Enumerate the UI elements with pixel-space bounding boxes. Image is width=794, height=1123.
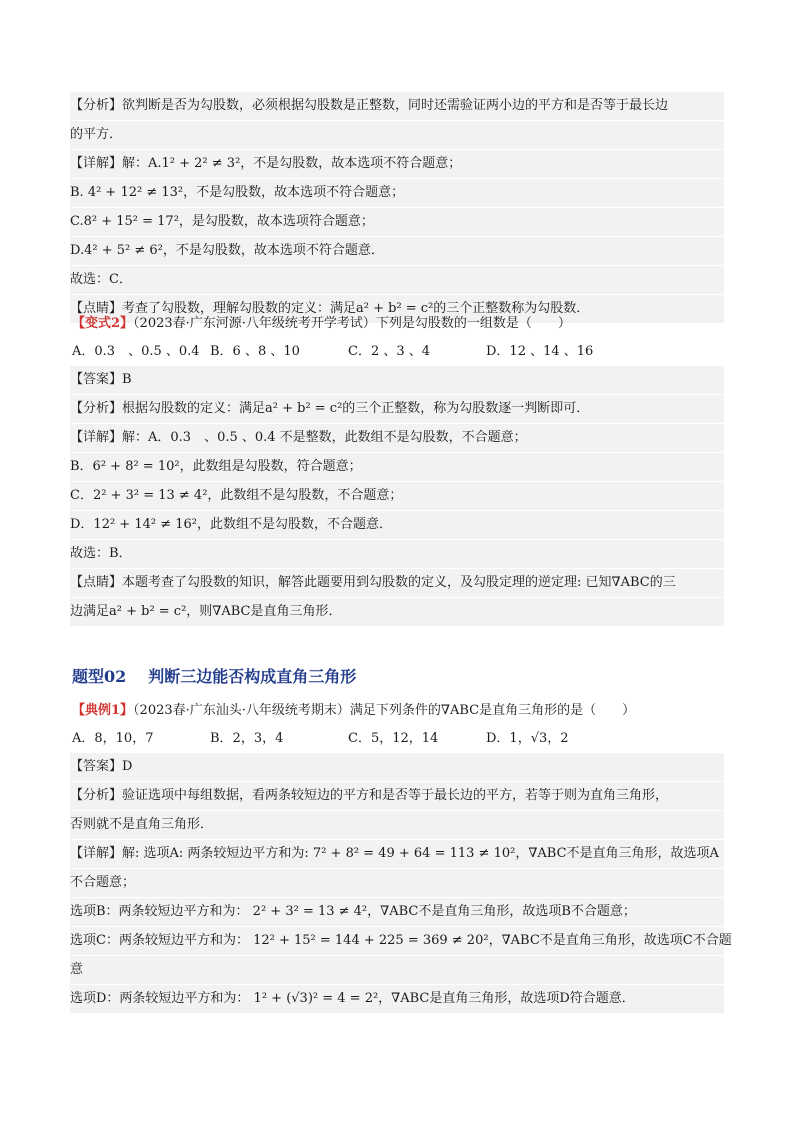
- analysis-line: 【分析】欲判断是否为勾股数，必须根据勾股数是正整数，同时还需验证两小边的平方和是否等于最长边: [70, 98, 669, 113]
- answer-block-2: [70, 366, 724, 626]
- example-tag: 【典例1】: [72, 703, 134, 718]
- option-d: D．1，√3，2: [486, 731, 569, 746]
- detail-line: 【详解】解：A．0.3 、0.5 、0.4 不是整数，此数组不是勾股数，不合题意；: [70, 423, 724, 452]
- detail-line: B. 4² + 12² ≠ 13²，不是勾股数，故本选项不符合题意；: [70, 178, 724, 207]
- choice-line: 故选：B．: [70, 539, 724, 568]
- analysis-line: 【分析】验证选项中每组数据，看两条较短边的平方和是否等于最长边的平方，若等于则为直角三角形，: [70, 781, 724, 810]
- answer-block-1: [70, 92, 724, 323]
- detail-line: C.8² + 15² = 17²，是勾股数，故本选项符合题意；: [70, 207, 724, 236]
- option-c: C．2 、3 、4: [348, 344, 431, 359]
- detail-line: 【详解】解: 选项A: 两条较短边平方和为: 7² + 8² = 49 + 64 = 113 ≠ 10²，∇ABC不是直角三角形，故选项A: [70, 839, 724, 868]
- comment-line: 边满足a² + b² = c²，则∇ABC是直角三角形．: [70, 597, 724, 626]
- detail-line: B．6² + 8² = 10²，此数组是勾股数，符合题意；: [70, 452, 724, 481]
- variant-question: [72, 310, 726, 338]
- option-b: B．6 、8 、10: [210, 344, 300, 359]
- analysis-line: 否则就不是直角三角形．: [70, 810, 724, 839]
- choice-line: 故选：C．: [70, 265, 724, 294]
- comment-line: 【点睛】本题考查了勾股数的知识，解答此题要用到勾股数的定义，及勾股定理的逆定理: 已知∇ABC的三: [70, 568, 724, 597]
- option-c: C．5，12，14: [348, 731, 439, 746]
- variant-options: [72, 338, 593, 366]
- option-d: D．12 、14 、16: [486, 344, 594, 359]
- analysis-line: 【分析】根据勾股数的定义：满足a² + b² = c²的三个正整数，称为勾股数逐一判断即可．: [70, 394, 724, 423]
- example-question-text: （2023春·广东汕头·八年级统考期末）满足下列条件的∇ABC是直角三角形的是（ ）: [133, 703, 636, 718]
- option-a: A．8，10，7: [72, 731, 154, 746]
- option-a: A．0.3 、0.5 、0.4: [72, 344, 200, 359]
- variant-tag: 【变式2】: [72, 316, 134, 331]
- answer-block-3: [70, 753, 732, 1013]
- answer-line: 【答案】D: [70, 759, 133, 774]
- variant-question-text: （2023春·广东河源·八年级统考开学考试）下列是勾股数的一组数是（ ）: [133, 316, 571, 331]
- section-title-text: 判断三边能否构成直角三角形: [148, 667, 357, 686]
- detail-line: 不合题意；: [70, 868, 724, 897]
- comment-line: 【点睛】考查了勾股数，理解勾股数的定义：满足a² + b² = c²的三个正整数称为勾股数．: [70, 294, 724, 323]
- example-options: [72, 725, 569, 753]
- detail-line: 【详解】解：A.1² + 2² ≠ 3²，不是勾股数，故本选项不符合题意；: [70, 149, 724, 178]
- answer-line: 【答案】B: [70, 372, 132, 387]
- detail-line: D.4² + 5² ≠ 6²，不是勾股数，故本选项不符合题意．: [70, 236, 724, 265]
- detail-line: 选项B：两条较短边平方和为： 2² + 3² = 13 ≠ 4²，∇ABC不是直角三角形，故选项B不合题意；: [70, 897, 724, 926]
- example-question: [72, 697, 726, 725]
- option-b: B．2，3，4: [210, 731, 284, 746]
- section-title: [72, 664, 356, 687]
- analysis-line: 的平方．: [70, 120, 724, 149]
- detail-line: D．12² + 14² ≠ 16²，此数组不是勾股数，不合题意．: [70, 510, 724, 539]
- detail-line: 选项D：两条较短边平方和为： 1² + (√3)² = 4 = 2²，∇ABC是直角三角形，故选项D符合题意．: [70, 984, 724, 1013]
- section-number: 题型02: [72, 667, 127, 686]
- detail-line: 意: [70, 955, 724, 984]
- detail-line: C．2² + 3² = 13 ≠ 4²，此数组不是勾股数，不合题意；: [70, 481, 724, 510]
- detail-line: 选项C：两条较短边平方和为： 12² + 15² = 144 + 225 = 369 ≠ 20²，∇ABC不是直角三角形，故选项C不合题: [70, 926, 724, 955]
